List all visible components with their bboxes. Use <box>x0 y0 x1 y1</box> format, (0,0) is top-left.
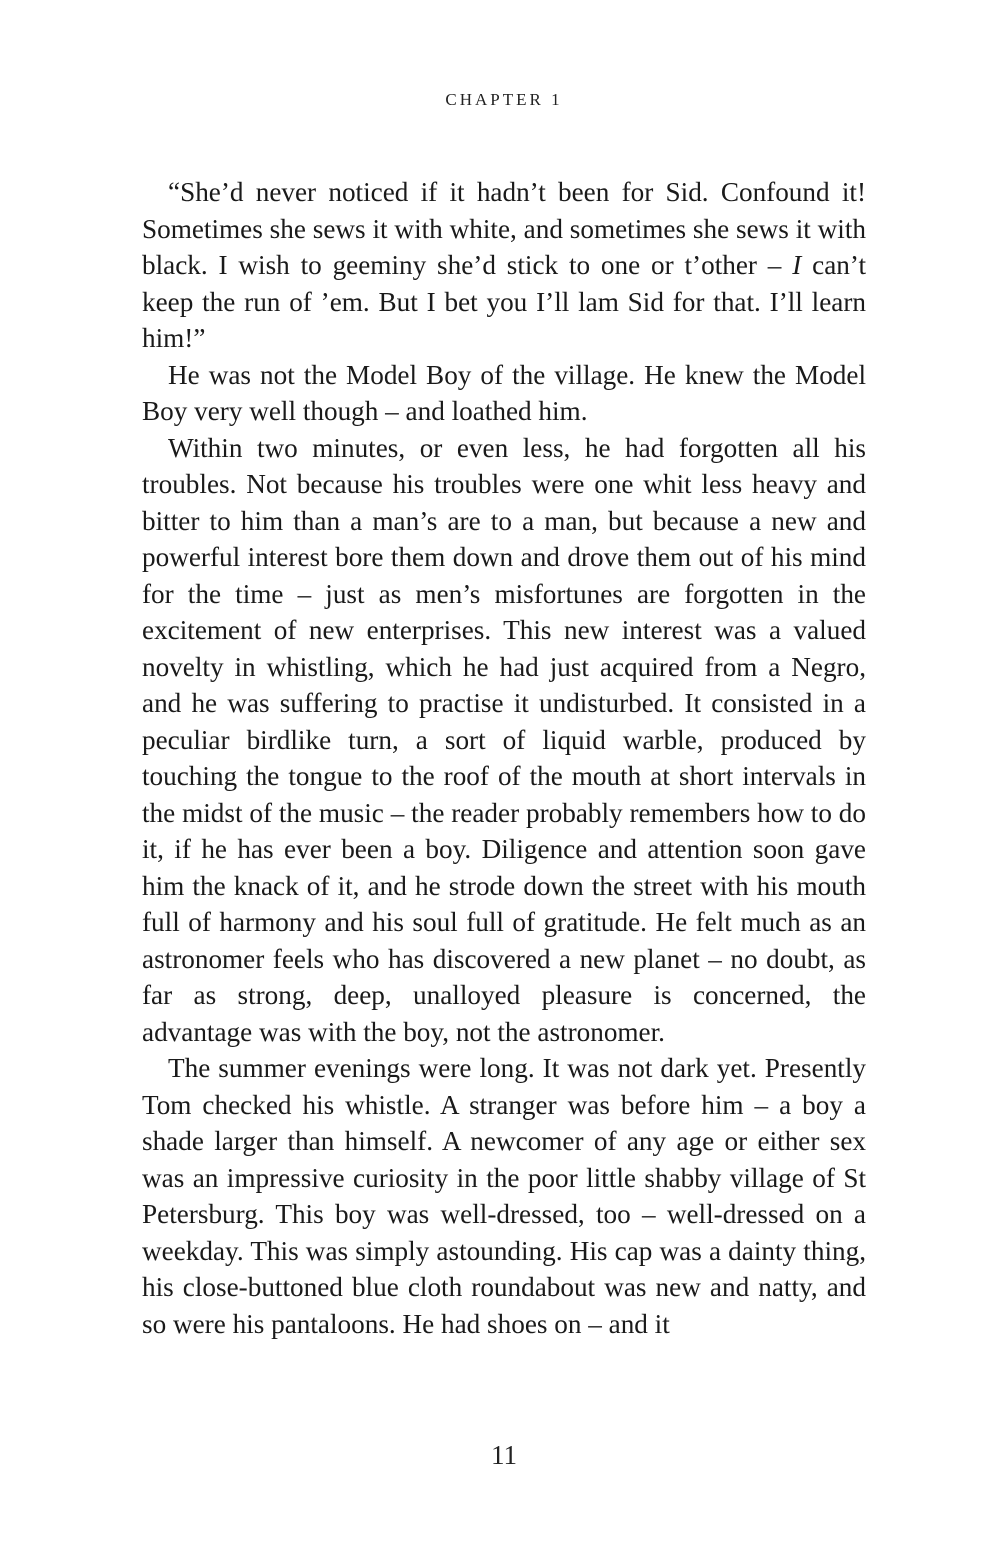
paragraph: The summer evenings were long. It was not dark yet. Presently Tom checked his whistle. A stranger was before him – a boy a shade larger than himself. A newcomer of any age or either sex was an impressive curiosity in the poor little shabby village of St Petersburg. This boy was well-dressed, too – well-dressed on a weekday. This was simply astounding. His cap was a dainty thing, his close-buttoned blue cloth roundabout was new and natty, and so were his pantaloons. He had shoes on – and it <box>142 1053 866 1339</box>
paragraph-text: “She’d never noticed if it hadn’t been for Sid. Confound it! Sometimes she sews it with white, and sometimes she sews it with black. I wish to geeminy she’d stick to one or t’other – <box>142 177 866 280</box>
paragraph: He was not the Model Boy of the village. He knew the Model Boy very well though – and loathed him. <box>142 359 866 426</box>
body-text <box>142 174 866 1342</box>
paragraph: Within two minutes, or even less, he had forgotten all his troubles. Not because his troubles were one whit less heavy and bitter to him than a man’s are to a man, but because a new and powerful interest bore them down and drove them out of his mind for the time – just as men’s misfortunes are forgotten in the excitement of new enterprises. This new interest was a valued novelty in whistling, which he had just acquired from a Negro, and he was suffering to practise it undisturbed. It consisted in a peculiar birdlike turn, a sort of liquid warble, produced by touching the tongue to the roof of the mouth at short intervals in the midst of the music – the reader probably remembers how to do it, if he has ever been a boy. Diligence and attention soon gave him the knack of it, and he strode down the street with his mouth full of harmony and his soul full of gratitude. He felt much as an astronomer feels who has discovered a new planet – no doubt, as far as strong, deep, unalloyed pleasure is concerned, the advantage was with the boy, not the astronomer. <box>142 432 866 1047</box>
paragraph-text: can’t keep the run of ’em. But I bet you I’ll lam Sid for that. I’ll learn him!” <box>142 250 866 353</box>
paragraph <box>142 174 866 357</box>
page-number: 11 <box>491 1440 517 1470</box>
running-head: CHAPTER 1 <box>445 90 563 109</box>
italic-word: I <box>792 250 802 280</box>
